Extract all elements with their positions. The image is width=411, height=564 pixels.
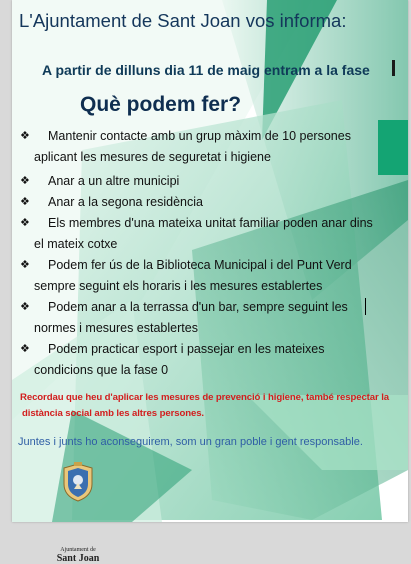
section-heading: Què podem fer? (80, 93, 242, 116)
phase-subtitle: A partir de dilluns dia 11 de maig entram a la fase (42, 62, 370, 78)
list-item-text: Mantenir contacte amb un grup màxim de 10 persones (48, 129, 351, 143)
logo-caption-small: Ajuntament de (60, 547, 96, 553)
list-item-text: aplicant les mesures de seguretat i higiene (34, 150, 271, 164)
diamond-bullet-icon: ❖ (20, 301, 30, 313)
diamond-bullet-icon: ❖ (20, 196, 30, 208)
diamond-bullet-icon: ❖ (20, 217, 30, 229)
list-item-text: Podem fer ús de la Biblioteca Municipal i del Punt Verd (48, 258, 352, 272)
list-item-text: Podem practicar esport i passejar en les mateixes (48, 342, 325, 356)
notice-line-1: Recordau que heu d'aplicar les mesures de prevenció i higiene, també respectar la (20, 392, 390, 403)
flyer-page (12, 0, 408, 564)
closing-message: Juntes i junts ho aconseguirem, som un gran poble i gent responsable. (18, 436, 363, 448)
diamond-bullet-icon: ❖ (20, 175, 30, 187)
logo-caption-name: Sant Joan (56, 553, 100, 564)
phase-number-mark (392, 60, 395, 76)
list-item-text: Podem anar a la terrassa d'un bar, sempre seguint les (48, 300, 348, 314)
crest-shield-icon (48, 462, 108, 502)
list-item-text: normes i mesures establertes (34, 321, 198, 335)
list-item-text: sempre seguint els horaris i les mesures establertes (34, 279, 323, 293)
notice-line-2: distància social amb les altres persones. (22, 408, 204, 419)
list-item-text: Els membres d'una mateixa unitat familiar poden anar dins (48, 216, 373, 230)
list-item-text: el mateix cotxe (34, 237, 118, 251)
diamond-bullet-icon: ❖ (20, 130, 30, 142)
diamond-bullet-icon: ❖ (20, 343, 30, 355)
diamond-bullet-icon: ❖ (20, 259, 30, 271)
prevention-notice (20, 390, 402, 422)
list-item-text: Anar a un altre municipi (48, 174, 180, 188)
list-item-text: condicions que la fase 0 (34, 363, 169, 377)
municipal-crest-icon (48, 462, 108, 564)
header-title: L'Ajuntament de Sant Joan vos informa: (19, 10, 347, 31)
list-item-text: Anar a la segona residència (48, 195, 203, 209)
text-cursor (365, 298, 366, 315)
